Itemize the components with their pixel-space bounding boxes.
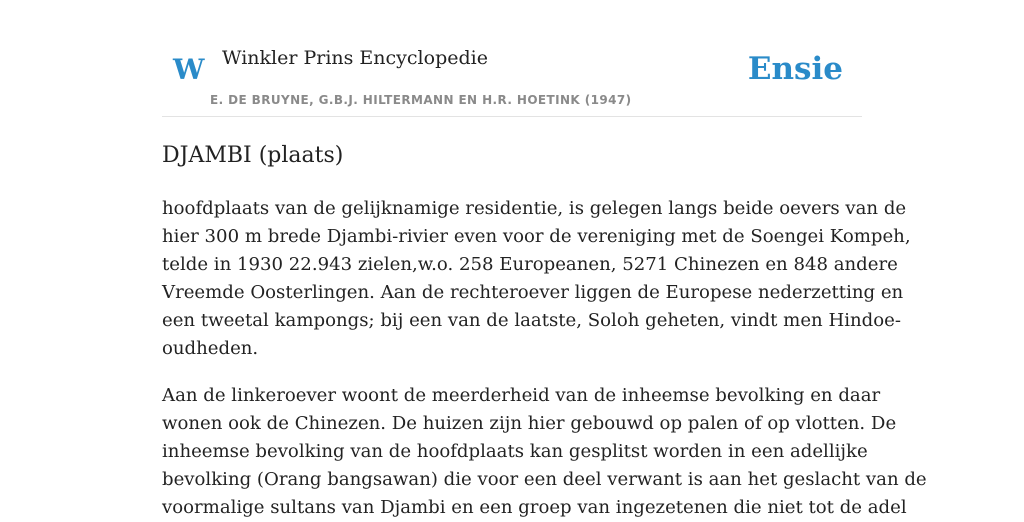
text-line: Aan de linkeroever woont de meerderheid van de inheemse bevolking en daar xyxy=(162,385,881,406)
article-paragraph-2 xyxy=(162,382,927,522)
text-line: hoofdplaats van de gelijknamige residentie, is gelegen langs beide oevers van de xyxy=(162,198,907,219)
winkler-prins-logo[interactable]: W xyxy=(173,53,205,86)
text-line: oudheden. xyxy=(162,338,259,359)
text-line: inheemse bevolking van de hoofdplaats kan gesplitst worden in een adellijke xyxy=(162,441,868,462)
page xyxy=(162,0,927,522)
site-header xyxy=(162,0,862,117)
text-line: hier 300 m brede Djambi-rivier even voor de vereniging met de Soengei Kompeh, xyxy=(162,226,911,247)
source-title[interactable]: Winkler Prins Encyclopedie xyxy=(222,47,488,69)
text-line: bevolking (Orang bangsawan) die voor een deel verwant is aan het geslacht van de xyxy=(162,469,927,490)
text-line: Vreemde Oosterlingen. Aan de rechteroever liggen de Europese nederzetting en xyxy=(162,282,904,303)
ensie-logo[interactable]: Ensie xyxy=(747,51,843,87)
text-line: telde in 1930 22.943 zielen,w.o. 258 Europeanen, 5271 Chinezen en 848 andere xyxy=(162,254,898,275)
article-title: DJAMBI (plaats) xyxy=(162,143,344,168)
text-line: voormalige sultans van Djambi en een groep van ingezetenen die niet tot de adel xyxy=(162,497,907,518)
text-line: een tweetal kampongs; bij een van de laatste, Soloh geheten, vindt men Hindoe- xyxy=(162,310,901,331)
article-paragraph-1 xyxy=(162,195,911,363)
source-authors: E. DE BRUYNE, G.B.J. HILTERMANN EN H.R. HOETINK (1947) xyxy=(210,93,632,107)
text-line: wonen ook de Chinezen. De huizen zijn hier gebouwd op palen of op vlotten. De xyxy=(162,413,897,434)
